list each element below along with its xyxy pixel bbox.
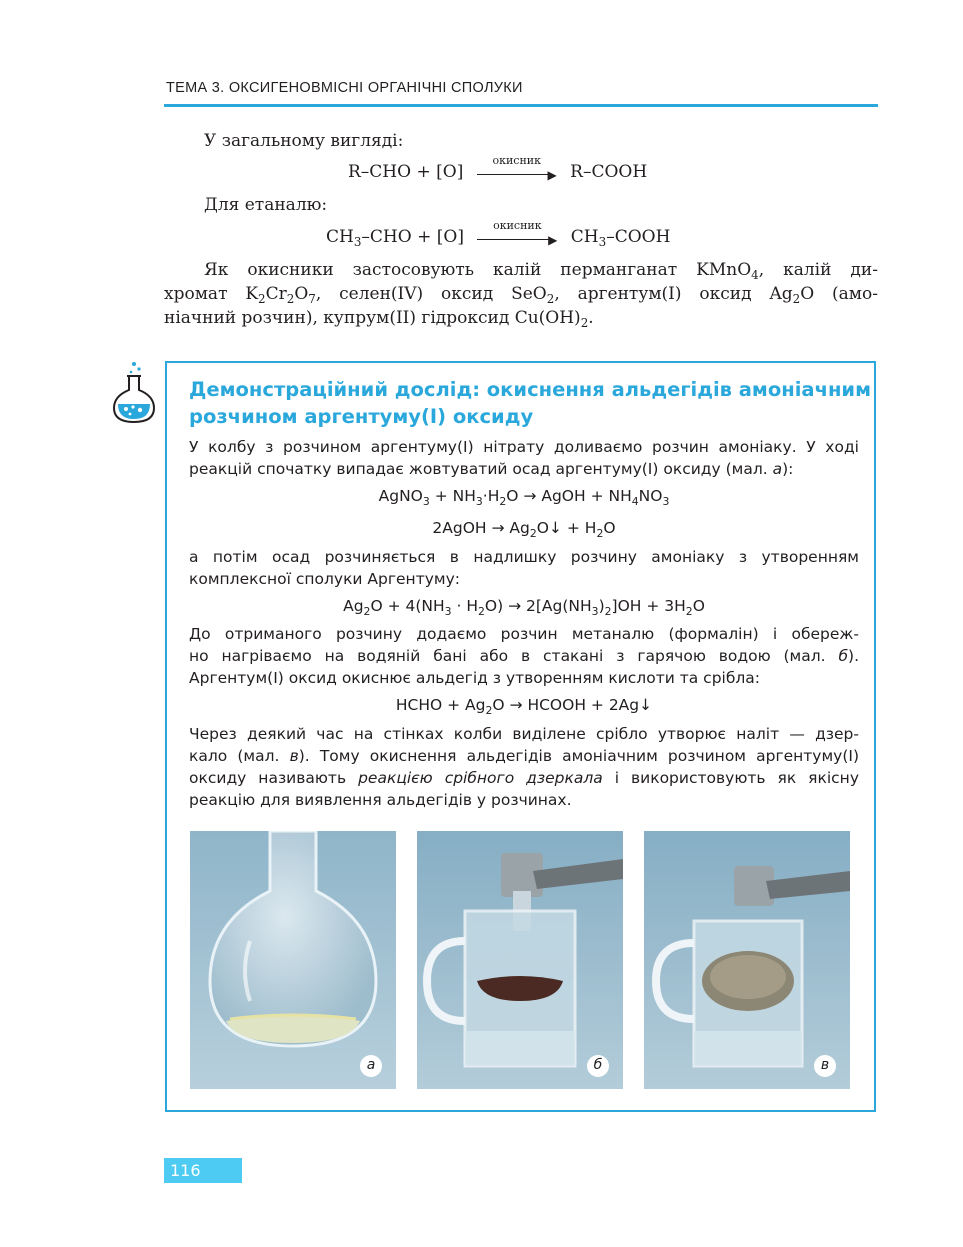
text: Cr xyxy=(265,284,287,304)
eq-subscript: 3 xyxy=(422,494,430,508)
photo-flask-a xyxy=(190,831,396,1089)
figure-ref: в xyxy=(289,747,299,765)
oxidizers-paragraph-line3 xyxy=(164,307,594,329)
eq-part: O + 4(NH xyxy=(370,597,445,615)
oxidizers-paragraph-line2 xyxy=(164,283,878,305)
sub: 4 xyxy=(751,268,759,283)
eq-sub: 3 xyxy=(598,235,607,250)
text: і використовують як якісну xyxy=(602,769,859,787)
sub: 2 xyxy=(580,316,589,331)
exp-text-line xyxy=(189,459,859,480)
exp-text-line: У колбу з розчином аргентуму(І) нітрату доливаємо розчин амоніаку. У ході xyxy=(189,438,859,456)
sub: 2 xyxy=(792,292,801,307)
eq-subscript: 3 xyxy=(444,604,452,618)
eq-part: Ag xyxy=(343,597,364,615)
text: реакцій спочатку випадає жовтуватий осад аргентуму(І) оксиду (мал. xyxy=(189,460,773,478)
oxidizers-paragraph-line1 xyxy=(204,259,878,281)
general-eq-left: R–CHO + [O] xyxy=(348,162,464,182)
text: , селен(IV) оксид SeO xyxy=(315,284,547,304)
eq-part: CH xyxy=(326,227,354,247)
exp-text-line xyxy=(189,646,859,667)
text: ). Тому окиснення альдегідів амоніачним розчином аргентуму(І) xyxy=(298,747,859,765)
eq-part: O → HCOOH + 2Ag↓ xyxy=(492,696,653,714)
eq-part: 2AgOH → Ag xyxy=(432,519,530,537)
photo-label-c: в xyxy=(814,1055,836,1077)
photo-beaker-c xyxy=(644,831,850,1089)
eq-part: ]OH + 3H xyxy=(611,597,686,615)
eq-part: NO xyxy=(638,487,663,505)
eq-subscript: 2 xyxy=(529,526,537,540)
general-equation xyxy=(348,153,648,182)
eq-part: O↓ + H xyxy=(536,519,597,537)
equation-3 xyxy=(189,597,859,618)
text: Як окисники застосовують калій перманганат KMnO xyxy=(204,260,752,280)
exp-text-line xyxy=(189,768,859,789)
general-form-label: У загальному вигляді: xyxy=(204,131,404,151)
text: кало (мал. xyxy=(189,747,290,765)
exp-text-line xyxy=(189,746,859,767)
eq-subscript: 3 xyxy=(662,494,670,508)
eq-subscript: 2 xyxy=(604,604,612,618)
text: но нагріваємо на водяній бані або в стакані з гарячою водою (мал. xyxy=(189,647,839,665)
photo-label-a: а xyxy=(360,1055,382,1077)
eq-subscript: 2 xyxy=(596,526,604,540)
sub: 2 xyxy=(546,292,555,307)
italic-term: реакцією срібного дзеркала xyxy=(358,769,603,787)
text: ). xyxy=(848,647,859,665)
text: O (амо- xyxy=(800,284,878,304)
text: ніачний розчин), купрум(II) гідроксид Cu(OH) xyxy=(164,308,581,328)
text: . xyxy=(588,308,594,328)
exp-text-line: Аргентум(І) оксид окиснює альдегід з утворенням кислоти та срібла: xyxy=(189,669,761,687)
eq-subscript: 2 xyxy=(485,703,493,717)
equation-4 xyxy=(189,696,859,717)
eq-part: ) xyxy=(598,597,605,615)
ethanal-equation xyxy=(326,218,671,250)
eq-part: CH xyxy=(570,227,599,247)
running-title: ТЕМА 3. ОКСИГЕНОВМІСНІ ОРГАНІЧНІ СПОЛУКИ xyxy=(166,80,523,96)
eq-subscript: 3 xyxy=(591,604,599,618)
arrow-label: окисник xyxy=(493,218,542,232)
equation-1 xyxy=(189,487,859,508)
experiment-title-line2: розчином аргентуму(І) оксиду xyxy=(189,405,534,428)
arrow-icon: окисник ▶ xyxy=(477,164,557,182)
sub: 2 xyxy=(258,292,266,307)
eq-part: · H xyxy=(451,597,478,615)
exp-text-line: реакцію для виявлення альдегідів у розчинах. xyxy=(189,791,572,809)
sub: 2 xyxy=(286,292,295,307)
text: оксиду називають xyxy=(189,769,359,787)
eq-part: O xyxy=(692,597,705,615)
arrow-icon: окисник ▶ xyxy=(477,229,557,247)
eq-subscript: 2 xyxy=(685,604,693,618)
figure-ref: а xyxy=(772,460,783,478)
text: , аргентум(I) оксид Ag xyxy=(554,284,793,304)
ethanal-label: Для етаналю: xyxy=(204,195,328,215)
eq-part: + NH xyxy=(429,487,476,505)
photo-label-b: б xyxy=(587,1055,609,1077)
eq-part: O xyxy=(603,519,616,537)
text: , калій ди- xyxy=(758,260,878,280)
eq-subscript: 2 xyxy=(478,604,485,618)
exp-text-line: Через деякий час на стінках колби виділене срібло утворює наліт — дзер- xyxy=(189,725,859,743)
general-eq-right: R–COOH xyxy=(570,162,648,182)
flask-icon xyxy=(108,360,160,426)
eq-subscript: 3 xyxy=(475,494,483,508)
arrow-label: окисник xyxy=(492,153,541,167)
eq-part: –COOH xyxy=(606,227,671,247)
eq-part: AgNO xyxy=(378,487,423,505)
photo-beaker-b xyxy=(417,831,623,1089)
equation-2 xyxy=(189,519,859,540)
header-rule xyxy=(164,104,878,107)
eq-part: O → AgOH + NH xyxy=(506,487,632,505)
text: хромат K xyxy=(164,284,259,304)
eq-part: HCHO + Ag xyxy=(395,696,486,714)
eq-part: O) → 2[Ag(NH xyxy=(484,597,592,615)
eq-subscript: 2 xyxy=(499,494,507,508)
text: ): xyxy=(782,460,794,478)
exp-text-line: До отриманого розчину додаємо розчин метаналю (формалін) і обереж- xyxy=(189,625,859,643)
exp-text-line: а потім осад розчиняється в надлишку розчину амоніаку з утворенням xyxy=(189,548,859,566)
eq-sub: 3 xyxy=(353,235,362,250)
figure-ref: б xyxy=(838,647,849,665)
experiment-title-line1: Демонстраційний дослід: окиснення альдегідів амоніачним xyxy=(189,378,872,401)
exp-text-line: комплексної сполуки Аргентуму: xyxy=(189,570,460,588)
eq-part: ·H xyxy=(482,487,500,505)
eq-subscript: 4 xyxy=(631,494,639,508)
text: O xyxy=(294,284,309,304)
eq-subscript: 2 xyxy=(363,604,371,618)
eq-part: –CHO + [O] xyxy=(361,227,464,247)
sub: 7 xyxy=(308,292,316,307)
page-number: 116 xyxy=(164,1158,242,1183)
